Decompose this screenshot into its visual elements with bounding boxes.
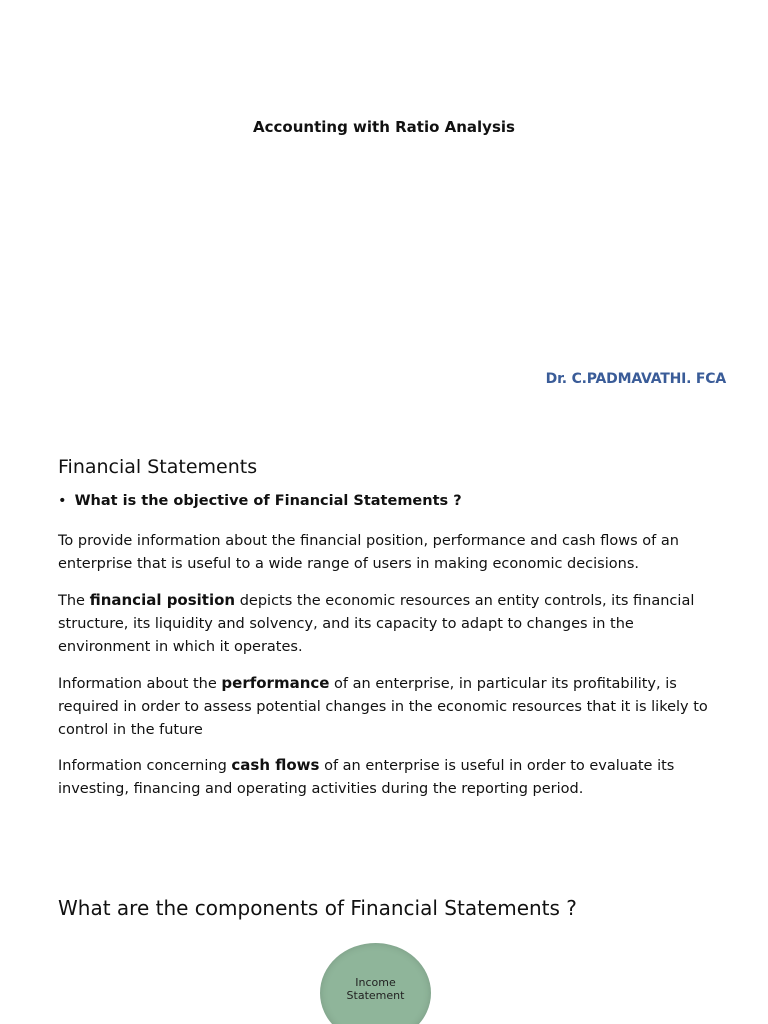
paragraph-financial-position bbox=[58, 589, 718, 659]
objective-question bbox=[58, 493, 462, 509]
bold-term-financial-position: financial position bbox=[89, 591, 236, 609]
text-segment: The bbox=[58, 593, 90, 609]
diagram-node-income-statement bbox=[320, 943, 431, 1024]
paragraph-cash-flows bbox=[58, 754, 718, 801]
author-name: Dr. C.PADMAVATHI. FCA bbox=[545, 371, 726, 387]
paragraph-performance bbox=[58, 672, 718, 742]
bullet-icon: • bbox=[58, 493, 67, 509]
text-segment: Information concerning bbox=[58, 758, 232, 774]
slide-title: Accounting with Ratio Analysis bbox=[253, 118, 515, 136]
text-segment: of an enterprise is useful in order to evaluate its investing, financing and operating activities during the reporting period. bbox=[58, 758, 675, 797]
diagram-node-label: Income Statement bbox=[346, 976, 405, 1002]
text-segment: of an enterprise, in particular its profitability, is required in order to assess potential changes in the economic resources that it is likely to control in the future bbox=[58, 676, 708, 738]
bold-term-cash-flows: cash flows bbox=[231, 756, 320, 774]
bold-term-performance: performance bbox=[221, 674, 330, 692]
text-segment: depicts the economic resources an entity controls, its financial structure, its liquidity and solvency, and its capacity to adapt to changes in the environment in which it operates. bbox=[58, 593, 695, 655]
objective-question-text: What is the objective of Financial Statements ? bbox=[74, 493, 462, 509]
paragraph-objective: To provide information about the financial position, performance and cash flows of an enterprise that is useful to a wide range of users in making economic decisions. bbox=[58, 533, 679, 572]
section-heading-financial-statements: Financial Statements bbox=[58, 456, 258, 478]
section-heading-components: What are the components of Financial Statements ? bbox=[58, 896, 577, 920]
text-segment: Information about the bbox=[58, 676, 222, 692]
